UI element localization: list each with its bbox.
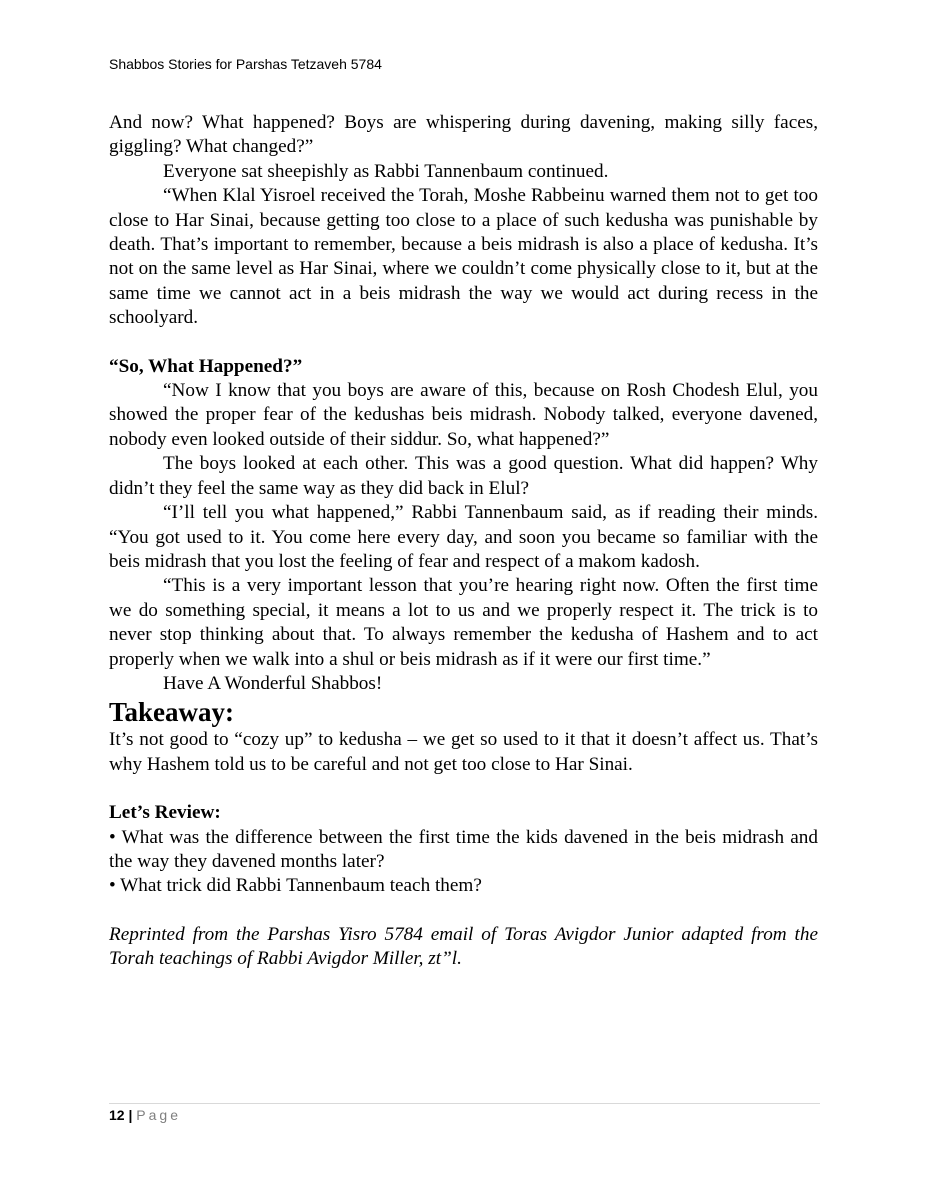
review-question: • What was the difference between the first time the kids davened in the beis midrash and the way they davened months later? xyxy=(109,826,818,872)
takeaway-text: It’s not good to “cozy up” to kedusha – we get so used to it that it doesn’t affect us. That’s why Hashem told us to be careful and not get too close to Har Sinai. xyxy=(109,729,818,775)
paragraph: The boys looked at each other. This was a good question. What did happen? Why didn’t they feel the same way as they did back in Elul? xyxy=(109,453,818,499)
review-question: • What trick did Rabbi Tannenbaum teach them? xyxy=(109,875,482,897)
footer-separator: | xyxy=(128,1107,133,1123)
credit-note: Reprinted from the Parshas Yisro 5784 email of Toras Avigdor Junior adapted from the Torah teachings of Rabbi Avigdor Miller, zt”l. xyxy=(109,923,818,970)
paragraph: “I’ll tell you what happened,” Rabbi Tannenbaum said, as if reading their minds. “You got used to it. You come here every day, and soon you became so familiar with the beis midrash that you lost the feeling of fear and respect of a makom kadosh. xyxy=(109,502,818,572)
paragraph: “This is a very important lesson that you’re hearing right now. Often the first time we do something special, it means a lot to us and we properly respect it. The trick is to never stop thinking about that. To always remember the kedusha of Hashem and to act properly when we walk into a shul or beis midrash as if it were our first time.” xyxy=(109,575,818,670)
article-body xyxy=(109,111,818,972)
paragraph: “Now I know that you boys are aware of this, because on Rosh Chodesh Elul, you showed the proper fear of the kedushas beis midrash. Nobody talked, everyone davened, nobody even looked outside of their siddur. So, what happened?” xyxy=(109,380,818,450)
paragraph: Have A Wonderful Shabbos! xyxy=(163,672,383,694)
footer-divider xyxy=(109,1103,820,1104)
paragraph: “When Klal Yisroel received the Torah, Moshe Rabbeinu warned them not to get too close to Har Sinai, because getting too close to a place of such kedusha was punishable by death. That’s important to remember, because a beis midrash is also a place of kedusha. It’s not on the same level as Har Sinai, where we couldn’t come physically close to it, but at the same time we cannot act in a beis midrash the way we would act during recess in the schoolyard. xyxy=(109,185,818,329)
review-heading: Let’s Review: xyxy=(109,802,221,824)
page-label: Page xyxy=(136,1107,181,1123)
section-heading: “So, What Happened?” xyxy=(109,355,303,377)
page-header: Shabbos Stories for Parshas Tetzaveh 5784 xyxy=(109,56,382,72)
page-number: 12 xyxy=(109,1107,125,1123)
takeaway-heading: Takeaway: xyxy=(109,697,235,728)
paragraph: And now? What happened? Boys are whispering during davening, making silly faces, giggling? What changed?” xyxy=(109,112,818,158)
page-footer xyxy=(109,1107,181,1123)
paragraph: Everyone sat sheepishly as Rabbi Tannenbaum continued. xyxy=(163,160,609,182)
